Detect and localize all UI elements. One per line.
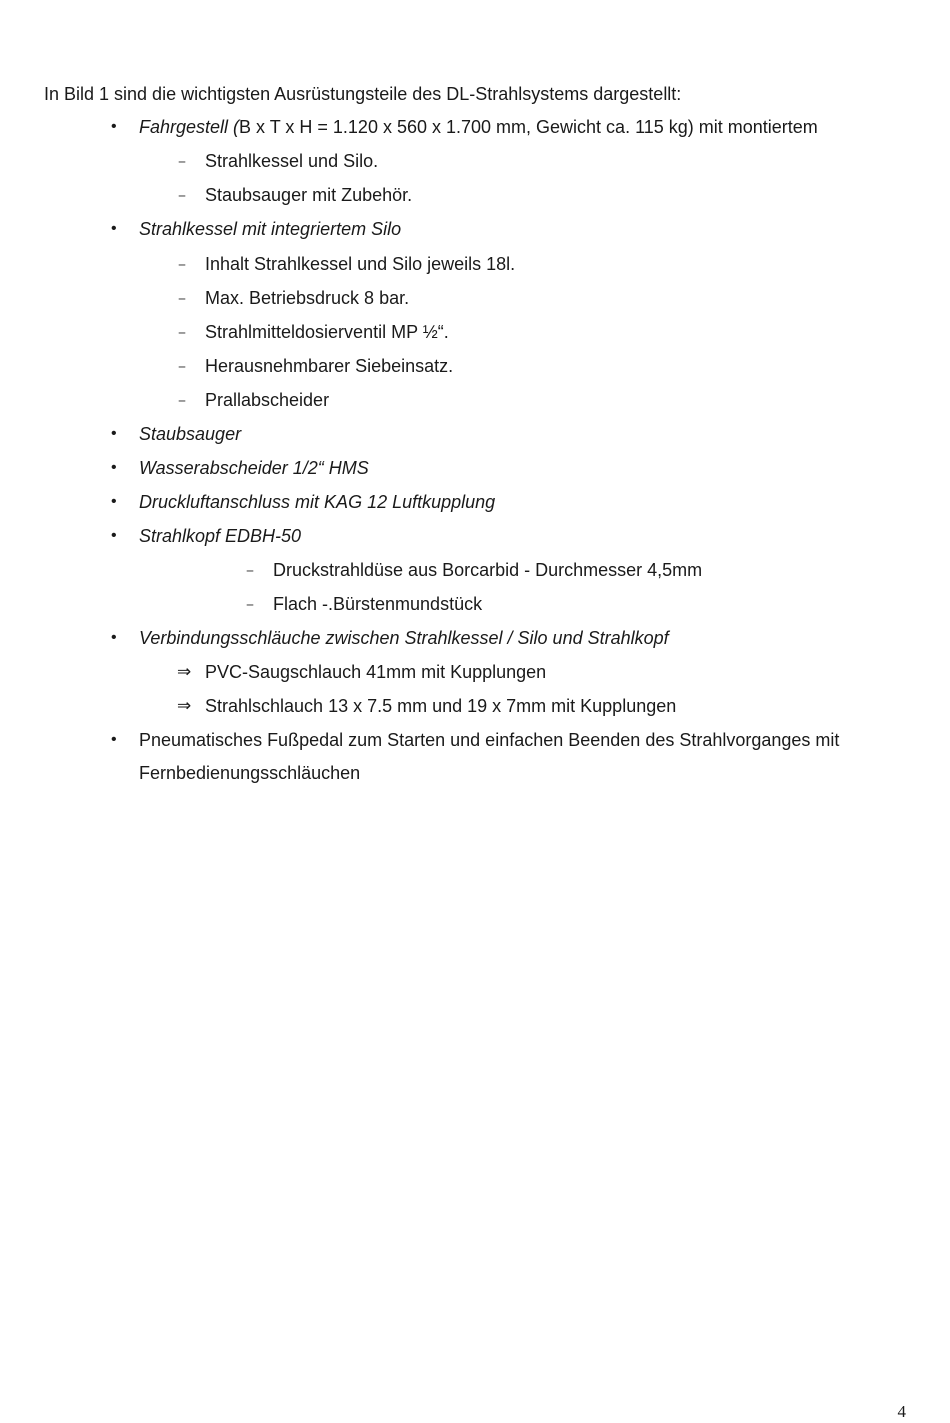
item-wasserabscheider: Wasserabscheider 1/2“ HMS xyxy=(139,458,369,478)
bullet-icon: • xyxy=(111,629,117,646)
sub-item: Inhalt Strahlkessel und Silo jeweils 18l. xyxy=(205,254,516,274)
sub-item: Strahlschlauch 13 x 7.5 mm und 19 x 7mm mit Kupplungen xyxy=(205,696,677,716)
dash-icon: – xyxy=(178,185,186,204)
item-druckluftanschluss: Druckluftanschluss mit KAG 12 Luftkupplung xyxy=(139,492,496,512)
bullet-icon: • xyxy=(111,425,117,442)
dash-icon: – xyxy=(178,322,186,341)
bullet-icon: • xyxy=(111,459,117,476)
sub-item: PVC-Saugschlauch 41mm mit Kupplungen xyxy=(205,662,547,682)
bullet-icon: • xyxy=(111,731,117,748)
bullet-icon: • xyxy=(111,220,117,237)
dash-icon: – xyxy=(246,594,254,613)
arrow-icon: ⇒ xyxy=(177,662,192,682)
sub-item: Strahlkessel und Silo. xyxy=(205,151,379,171)
dash-icon: – xyxy=(178,390,186,409)
item-fusspedal-line2: Fernbedienungsschläuchen xyxy=(139,763,361,783)
bullet-icon: • xyxy=(111,527,117,544)
sub-item: Prallabscheider xyxy=(205,390,330,410)
item-fahrgestell-details: B x T x H = 1.120 x 560 x 1.700 mm, Gewicht ca. 115 kg) mit montiertem xyxy=(239,117,818,137)
dash-icon: – xyxy=(178,254,186,273)
sub-item: Max. Betriebsdruck 8 bar. xyxy=(205,288,410,308)
item-fahrgestell xyxy=(139,116,818,138)
dash-icon: – xyxy=(178,288,186,307)
arrow-icon: ⇒ xyxy=(177,696,192,716)
bullet-icon: • xyxy=(111,118,117,135)
item-staubsauger: Staubsauger xyxy=(139,424,242,444)
intro-paragraph: In Bild 1 sind die wichtigsten Ausrüstungsteile des DL-Strahlsystems dargestellt: xyxy=(44,84,682,104)
bullet-icon: • xyxy=(111,493,117,510)
sub-item: Staubsauger mit Zubehör. xyxy=(205,185,413,205)
dash-icon: – xyxy=(246,560,254,579)
item-verbindungsschlaeuche: Verbindungsschläuche zwischen Strahlkessel / Silo und Strahlkopf xyxy=(139,628,669,648)
sub-item: Druckstrahldüse aus Borcarbid - Durchmesser 4,5mm xyxy=(273,560,703,580)
dash-icon: – xyxy=(178,151,186,170)
item-fusspedal-line1: Pneumatisches Fußpedal zum Starten und einfachen Beenden des Strahlvorganges mit xyxy=(139,730,840,750)
dash-icon: – xyxy=(178,356,186,375)
sub-item: Herausnehmbarer Siebeinsatz. xyxy=(205,356,454,376)
sub-item: Strahlmitteldosierventil MP ½“. xyxy=(205,322,449,342)
item-strahlkopf: Strahlkopf EDBH-50 xyxy=(139,526,302,546)
sub-item: Flach -.Bürstenmundstück xyxy=(273,594,483,614)
item-fahrgestell-title: Fahrgestell ( xyxy=(139,117,240,137)
item-strahlkessel: Strahlkessel mit integriertem Silo xyxy=(139,219,402,239)
page-number: 4 xyxy=(897,1402,906,1421)
